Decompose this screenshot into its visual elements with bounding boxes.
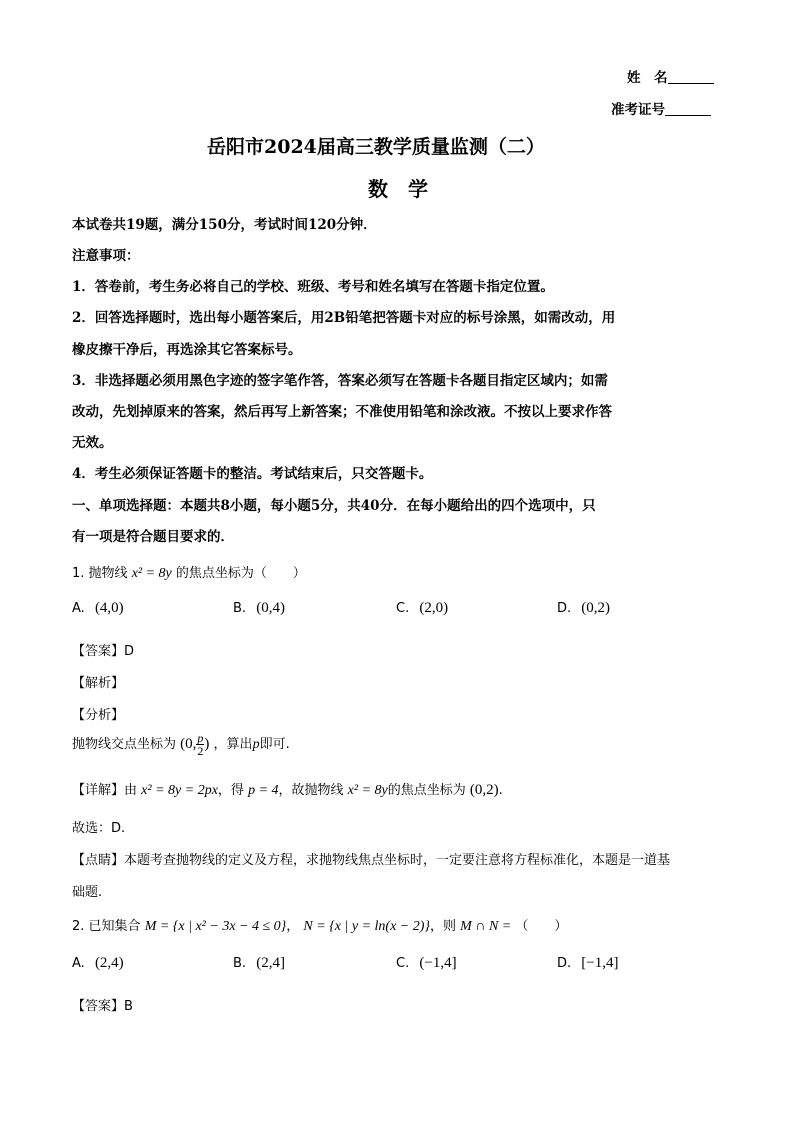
q2-answer-value: B [124, 999, 133, 1014]
q1-detail-a: 由 [124, 783, 138, 798]
q1-choose: 故选：D. [72, 821, 126, 836]
q1-detail-math1: x² = 8y = 2px [141, 783, 218, 798]
q2-suffix: （ ） [515, 919, 568, 934]
q1-detail-b: ，得 [217, 783, 244, 798]
question-2 [72, 915, 567, 935]
q2-option-d-label: D. [557, 956, 572, 971]
exam-id-field [611, 98, 711, 118]
note-4: 4．考生必须保证答题卡的整洁。考试结束后，只交答题卡。 [72, 466, 433, 482]
q2-option-d [557, 955, 619, 972]
q1-detail-math3: x² = 8y [347, 783, 388, 798]
q1-option-b [233, 600, 285, 617]
q1-detail-tag: 【详解】 [72, 783, 125, 798]
q1-prefix: 1. 抛物线 [72, 566, 128, 581]
q1-frac-num: p [197, 731, 204, 745]
q1-fenxi [72, 732, 290, 757]
q2-middle: ，则 [430, 919, 457, 934]
name-label: 姓 名 [627, 70, 668, 86]
q1-frac-den: 2 [197, 744, 204, 758]
q1-answer [72, 640, 134, 659]
section-heading-line2: 有一项是符合题目要求的． [72, 529, 234, 545]
q1-option-c [396, 600, 448, 617]
q2-sep: ， [286, 919, 300, 934]
q1-analysis-tag: 【解析】 [72, 676, 125, 691]
q1-fenxi-paren-open: (0, [180, 736, 197, 752]
name-field [627, 66, 714, 86]
q2-answer-tag: 【答案】 [72, 999, 125, 1014]
q1-option-d-label: D. [557, 601, 572, 616]
q1-option-b-label: B. [233, 601, 247, 616]
q2-option-a-value: (2,4) [94, 955, 124, 971]
section-heading-line1: 一、单项选择题：本题共8小题，每小题5分，共40分．在每小题给出的四个选项中，只 [72, 498, 596, 514]
q1-detail-math4: (0,2) [469, 782, 499, 798]
note-3-line3: 无效。 [72, 435, 113, 451]
q1-option-d [557, 600, 610, 617]
q1-fenxi-suffix-b: 即可. [259, 737, 290, 752]
question-1 [72, 562, 306, 582]
q2-option-a [72, 955, 124, 972]
q1-option-c-label: C. [396, 601, 410, 616]
notes-heading: 注意事项： [72, 248, 140, 264]
name-blank [668, 69, 714, 84]
note-3-line1: 3．非选择题必须用黑色字迹的签字笔作答，答案必须写在答题卡各题目指定区域内；如需 [72, 373, 608, 389]
q1-option-d-value: (0,2) [581, 600, 611, 616]
q1-answer-tag: 【答案】 [72, 644, 125, 659]
q1-option-c-value: (2,0) [419, 600, 449, 616]
exam-id-blank [665, 101, 711, 116]
q2-option-c [396, 955, 457, 972]
q2-option-c-label: C. [396, 956, 410, 971]
q1-option-a-label: A. [72, 601, 85, 616]
q2-option-b-label: B. [233, 956, 247, 971]
q1-answer-value: D [124, 644, 135, 659]
q1-comment-line2: 础题. [72, 885, 103, 900]
q1-detail-math2: p = 4 [248, 783, 279, 798]
q2-math-m: M = {x | x² − 3x − 4 ≤ 0} [144, 919, 287, 934]
page-title: 岳阳市2024届高三教学质量监测（二） [207, 136, 545, 158]
q1-detail [72, 779, 503, 799]
q1-suffix: 的焦点坐标为（ ） [175, 566, 306, 581]
q1-option-b-value: (0,4) [256, 600, 285, 616]
q1-detail-d: 的焦点坐标为 [387, 783, 466, 798]
subject-title: 数 学 [368, 177, 428, 201]
note-1: 1．答卷前，考生务必将自己的学校、班级、考号和姓名填写在答题卡指定位置。 [72, 279, 554, 295]
q1-detail-c: ，故抛物线 [278, 783, 344, 798]
q1-comment-line1 [72, 849, 670, 868]
q1-detail-e: . [498, 783, 503, 798]
q1-comment-tag: 【点睛】 [72, 853, 125, 868]
q2-option-c-value: (−1,4] [419, 955, 457, 971]
q2-math-q: M ∩ N = [460, 919, 512, 934]
q1-fenxi-paren-close: ) [204, 736, 210, 752]
q1-fenxi-tag: 【分析】 [72, 708, 125, 723]
note-3-line2: 改动，先划掉原来的答案，然后再写上新答案；不准使用铅笔和涂改液。不按以上要求作答 [72, 404, 612, 420]
q1-option-a-value: (4,0) [94, 600, 124, 616]
q1-fenxi-suffix-a: ，算出 [213, 737, 253, 752]
q1-comment-a: 本题考查抛物线的定义及方程，求抛物线焦点坐标时，一定要注意将方程标准化，本题是一道基 [124, 853, 671, 868]
exam-info: 本试卷共19题，满分150分，考试时间120分钟． [72, 217, 377, 233]
q1-math: x² = 8y [131, 566, 172, 581]
q1-fenxi-var: p [252, 737, 260, 752]
note-2-line1: 2．回答选择题时，选出每小题答案后，用2B铅笔把答题卡对应的标号涂黑，如需改动，用 [72, 310, 616, 326]
note-2-line2: 橡皮擦干净后，再选涂其它答案标号。 [72, 342, 302, 358]
q2-answer [72, 995, 133, 1014]
q2-math-n: N = {x | y = ln(x − 2)} [303, 919, 431, 934]
q2-option-a-label: A. [72, 956, 85, 971]
q2-prefix: 2. 已知集合 [72, 919, 141, 934]
q2-option-b-value: (2,4] [256, 955, 285, 971]
q1-fenxi-prefix: 抛物线交点坐标为 [72, 737, 177, 752]
q2-option-b [233, 955, 285, 972]
exam-id-label: 准考证号 [611, 102, 665, 118]
q1-option-a [72, 600, 124, 617]
q2-option-d-value: [−1,4] [581, 955, 619, 971]
